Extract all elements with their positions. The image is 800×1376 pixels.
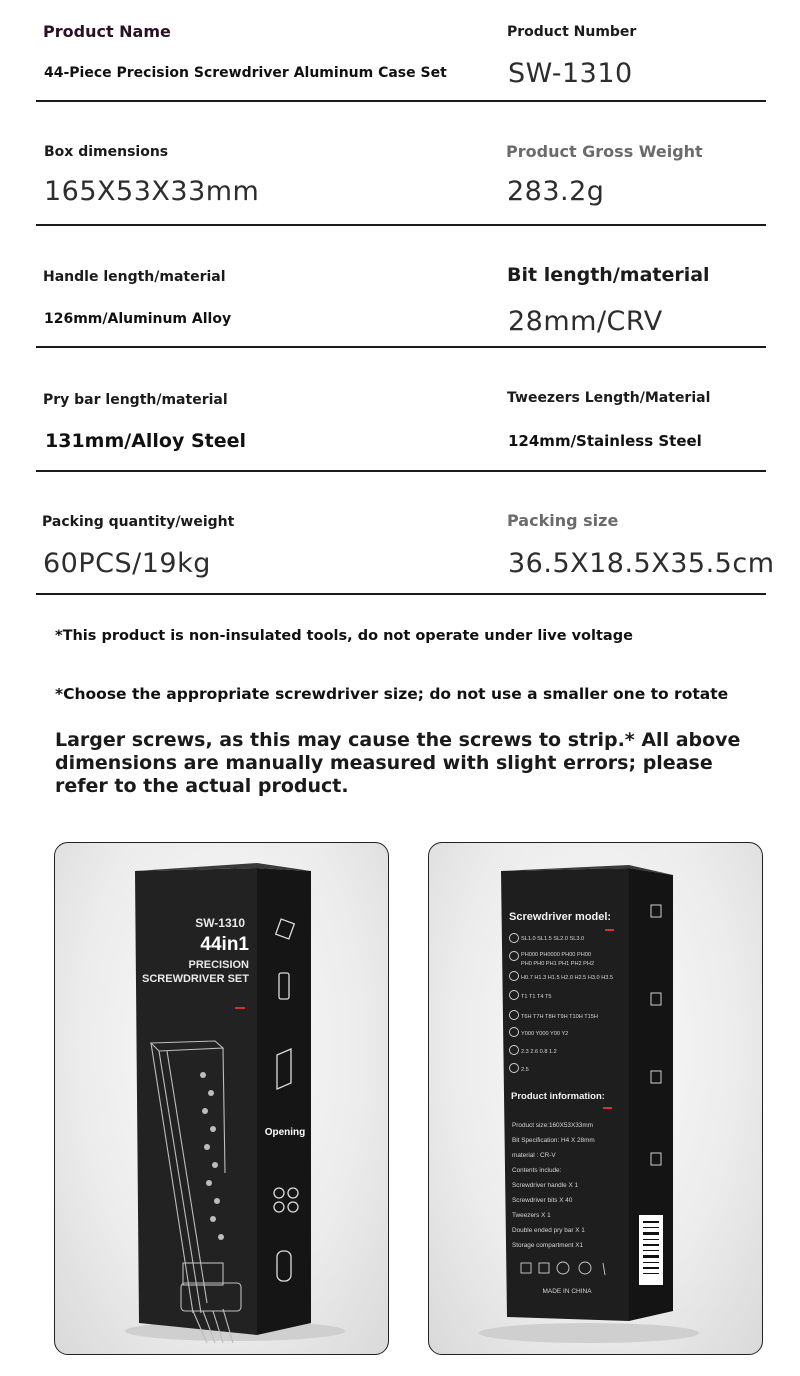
bit-row: T6H T7H T8H T9H T10H T15H <box>521 1014 598 1020</box>
warning-screwdriver-size: *Choose the appropriate screwdriver size; do not use a smaller one to rotate <box>55 685 729 703</box>
box-accent-dash <box>235 1007 245 1009</box>
product-number-value: SW-1310 <box>508 58 633 89</box>
box-dimensions-label: Box dimensions <box>44 144 169 160</box>
bit-row: 2.3 2.6 0.8 1.2 <box>521 1049 557 1055</box>
disclaimer-paragraph: Larger screws, as this may cause the screws to strip.* All above dimensions are manually measured with slight errors; please refer to the actual product. <box>55 729 741 797</box>
box-title-line1: PRECISION <box>188 959 249 971</box>
product-name-value: 44-Piece Precision Screwdriver Aluminum Case Set <box>44 65 447 81</box>
info-line: Tweezers X 1 <box>512 1212 551 1219</box>
spec-row-handle-bit <box>36 224 766 348</box>
tweezers-label: Tweezers Length/Material <box>507 390 711 406</box>
product-photo-box-front <box>54 842 389 1355</box>
bit-label: Bit length/material <box>507 264 710 286</box>
spec-row-pry-tweezers <box>36 346 766 472</box>
packing-qty-value: 60PCS/19kg <box>43 548 211 579</box>
info-line: Product size:160X53X33mm <box>512 1122 593 1129</box>
bit-row: Y000 Y000 Y00 Y2 <box>521 1031 569 1037</box>
product-photo-box-back <box>428 842 763 1355</box>
packing-qty-label: Packing quantity/weight <box>42 514 235 530</box>
tweezers-value: 124mm/Stainless Steel <box>508 432 702 450</box>
info-line: Storage compartment X1 <box>512 1242 584 1249</box>
bit-row: PH0 PH0 PH1 PH1 PH2 PH2 <box>521 961 595 967</box>
packing-size-value: 36.5X18.5X35.5cm <box>508 548 775 579</box>
handle-value: 126mm/Aluminum Alloy <box>44 311 232 327</box>
box-dimensions-value: 165X53X33mm <box>44 176 260 207</box>
spec-row-dimensions-weight <box>36 100 766 226</box>
model-heading: Screwdriver model: <box>509 911 612 923</box>
bit-row: PH000 PH0000 PH00 PH00 <box>521 952 591 958</box>
bit-row: T1 T1 T4 T5 <box>521 994 552 1000</box>
box-side-face <box>257 868 311 1335</box>
bit-row: SL1.0 SL1.5 SL2.0 SL3.0 <box>521 936 585 942</box>
info-line: material : CR-V <box>512 1152 556 1159</box>
bit-row: H0.7 H1.3 H1.5 H2.0 H2.5 H3.0 H3.5 <box>521 975 614 981</box>
pry-bar-value: 131mm/Alloy Steel <box>45 430 247 452</box>
info-line: Screwdriver bits X 40 <box>512 1197 573 1204</box>
bit-row: 2.5 <box>521 1067 529 1073</box>
info-line: Screwdriver handle X 1 <box>512 1182 579 1189</box>
box-count-text: 44in1 <box>200 934 249 955</box>
info-line: Bit Specification: H4 X 28mm <box>512 1137 595 1144</box>
info-line: Contents include: <box>512 1167 562 1174</box>
handle-label: Handle length/material <box>43 269 226 285</box>
warning-live-voltage: *This product is non-insulated tools, do not operate under live voltage <box>55 628 633 644</box>
info-heading: Product information: <box>511 1091 605 1102</box>
bit-value: 28mm/CRV <box>508 306 663 337</box>
gross-weight-label: Product Gross Weight <box>506 142 703 161</box>
product-name-label: Product Name <box>43 22 171 41</box>
box-model-text: SW-1310 <box>195 916 245 930</box>
opening-label: Opening <box>264 1127 306 1138</box>
made-in-label: MADE IN CHINA <box>542 1288 592 1295</box>
barcode-icon <box>639 1215 663 1285</box>
spec-row-packing <box>36 470 775 595</box>
box-title-line2: SCREWDRIVER SET <box>142 973 249 985</box>
packing-size-label: Packing size <box>507 511 619 530</box>
info-line: Double ended pry bar X 1 <box>512 1227 585 1234</box>
pry-bar-label: Pry bar length/material <box>43 392 228 408</box>
spec-row-name-number <box>36 18 766 102</box>
product-number-label: Product Number <box>507 24 637 40</box>
gross-weight-value: 283.2g <box>507 176 605 207</box>
